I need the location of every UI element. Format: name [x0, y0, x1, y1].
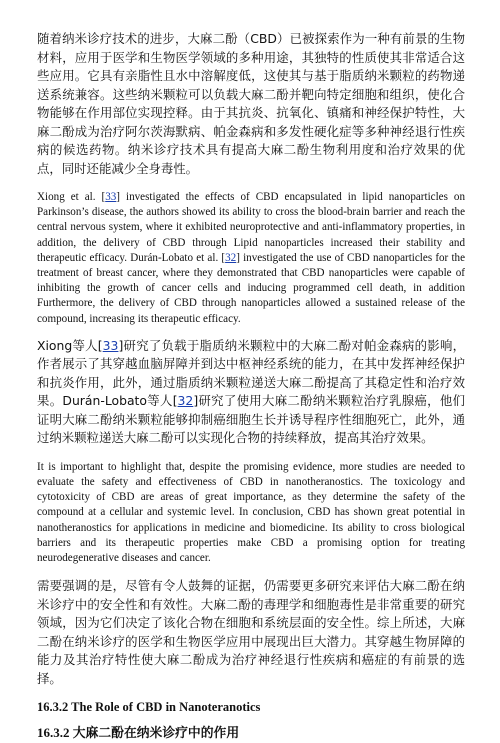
paragraph-en-conclusion: It is important to highlight that, despite the promising evidence, more studies are needed to evaluate the safety and effectiveness of CBD in nanotheranostics. The toxicology and cytotoxicity of CBD are areas of great importance, as they determine the safety of the compound at a cellular and systemic level. In conclusion, CBD has shown great potential in nanotheranostics for applications in medicine and biomedicine. Its ability to cross biological barriers and its therapeutic properties make CBD a promising option for treating neurodegenerative diseases and cancer. — [37, 460, 465, 565]
paragraph-zh-conclusion: 需要强调的是，尽管有令人鼓舞的证据，仍需要更多研究来评估大麻二酚在纳米诊疗中的安全性和有效性。大麻二酚的毒理学和细胞毒性是非常重要的研究领域，因为它们决定了该化合物在细胞和系统层面的安全性。综上所述，大麻二酚在纳米诊疗的医学和生物医学应用中展现出巨大潜力。其穿越生物屏障的能力及其治疗特性使大麻二酚成为治疗神经退行性疾病和癌症的有前景的选择。 — [37, 578, 465, 686]
section-heading-en: 16.3.2 The Role of CBD in Nanoteranotics — [37, 700, 261, 715]
paragraph-en-studies — [37, 190, 465, 327]
section-number: 16.3.2 — [37, 725, 73, 741]
citation-link-32[interactable]: 32 — [177, 393, 194, 409]
text-segment: ] investigated the effects of CBD encapsulated in lipid nanoparticles on Parkinson’s disease, the authors showed its ability to cross the blood-brain barrier and reach the central nervous system, where it exhibited neuroprotective and anti-inflammatory properties, in addition, the delivery of CBD through Lipid nanoparticles increased their stability and therapeutic efficacy. Durán-Lobato et al. [ — [37, 191, 465, 264]
document-page — [37, 30, 465, 743]
paragraph-zh-studies — [37, 337, 465, 448]
text-segment: Xiong等人[ — [37, 337, 103, 353]
section-title-zh: 大麻二酚在纳米诊疗中的作用 — [72, 726, 240, 742]
text-segment: Xiong et al. [ — [37, 191, 106, 203]
text-segment: ] investigated the use of CBD nanoparticles for the treatment of breast cancer, where they demonstrated that CBD nanoparticles were capable of inhibiting the growth of cancer cells and inducing programmed cell death, in addition Furthermore, the delivery of CBD through nanoparticles allowed a sustained release of the compound, increasing its therapeutic efficacy. — [37, 251, 465, 325]
section-heading-zh — [37, 724, 465, 743]
text-segment: ]研究了负载于脂质纳米颗粒中的大麻二酚对帕金森病的影响，作者展示了其穿越血脑屏障并到达中枢神经系统的能力，在其中发挥神经保护和抗炎作用，此外，通过脂质纳米颗粒递送大麻二酚提高了其稳定性和治疗效果。Durán-Lobato等人[ — [37, 337, 465, 409]
citation-link-33[interactable]: 33 — [102, 337, 119, 353]
citation-link-33[interactable]: 33 — [105, 191, 117, 203]
text-segment: ]研究了使用大麻二酚纳米颗粒治疗乳腺癌，他们证明大麻二酚纳米颗粒能够抑制癌细胞生长并诱导程序性细胞死亡，此外，通过纳米颗粒递送大麻二酚可以实现化合物的持续释放，提高其治疗效果。 — [37, 393, 465, 446]
citation-link-32[interactable]: 32 — [225, 251, 237, 264]
paragraph-zh-intro: 随着纳米诊疗技术的进步，大麻二酚（CBD）已被探索作为一种有前景的生物材料，应用于医学和生物医学领域的多种用途，其独特的性质使其非常适合这些应用。它具有亲脂性且水中溶解度低，这使其与基于脂质纳米颗粒的药物递送系统兼容。这些纳米颗粒可以负载大麻二酚并靶向特定细胞和组织，使化合物能够在作用部位实现控释。由于其抗炎、抗氧化、镇痛和神经保护特性，大麻二酚成为治疗阿尔茨海默病、帕金森病和多发性硬化症等多种神经退行性疾病的候选药物。纳米诊疗技术具有提高大麻二酚生物利用度和治疗效果的优点，同时还能减少全身毒性。 — [37, 31, 465, 176]
